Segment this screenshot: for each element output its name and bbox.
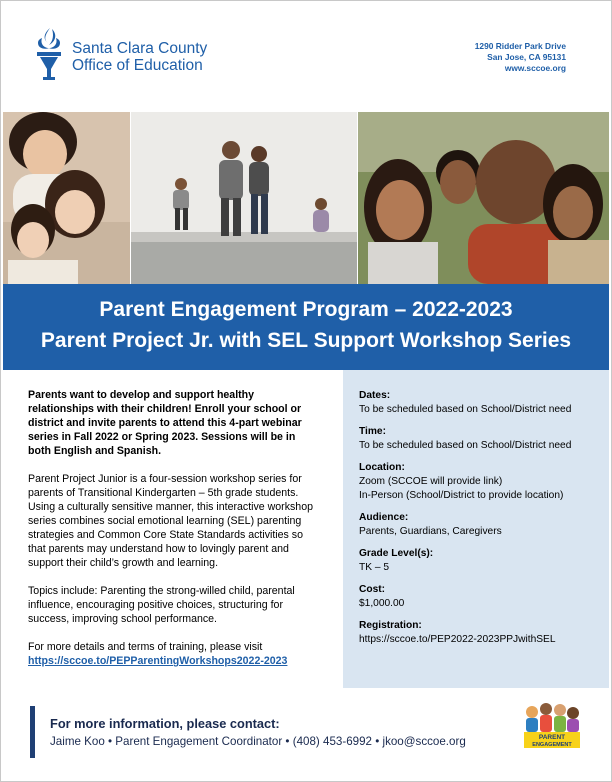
grade-value: TK – 5 (359, 562, 390, 573)
description-paragraph: Parent Project Junior is a four-session workshop series for parents of Transitional Kindergarten – 5th grade students. Using a culturally sensitive manner, this interactive workshop series combines social emotional learning (SEL) parenting strategies and Common Core State Standards activities so that parents may understand how to lovingly parent and support their child’s growth and learning. (28, 473, 313, 569)
location-value-zoom: Zoom (SCCOE will provide link) (359, 476, 503, 487)
org-name-line1: Santa Clara County (72, 40, 208, 57)
banner-title-line1: Parent Engagement Program – 2022-2023 (99, 298, 513, 321)
address-street: 1290 Ridder Park Drive (474, 41, 566, 51)
torch-logo-icon (34, 26, 64, 82)
address-city: San Jose, CA 95131 (487, 52, 566, 62)
address-block (475, 41, 566, 74)
grade-label: Grade Level(s): (359, 548, 434, 559)
dates-value: To be scheduled based on School/District need (359, 404, 572, 415)
organization-name (72, 40, 207, 74)
contact-footer (30, 706, 511, 758)
more-details-text: For more details and terms of training, please visit (28, 641, 263, 653)
cost-value: $1,000.00 (359, 598, 405, 609)
photo-strip (3, 112, 609, 284)
contact-title: For more information, please contact: (50, 716, 280, 731)
registration-value[interactable]: https://sccoe.to/PEP2022-2023PPJwithSEL (359, 634, 556, 645)
address-website: www.sccoe.org (504, 63, 566, 73)
details-panel (343, 370, 609, 688)
dates-label: Dates: (359, 390, 391, 401)
more-details-paragraph (28, 640, 320, 668)
banner-title-line2: Parent Project Jr. with SEL Support Workshop Series (40, 329, 572, 352)
org-name-line2: Office of Education (72, 57, 203, 74)
photo-mother-children (3, 112, 130, 284)
location-label: Location: (359, 462, 405, 473)
details-list (359, 389, 603, 647)
audience-value: Parents, Guardians, Caregivers (359, 526, 502, 537)
pe-logo-line1: PARENT (538, 734, 566, 741)
topics-paragraph: Topics include: Parenting the strong-willed child, parental influence, encouraging positive choices, structuring for success, improving school performance. (28, 585, 295, 625)
parent-engagement-logo-icon (520, 700, 584, 754)
time-value: To be scheduled based on School/District need (359, 440, 572, 451)
cost-label: Cost: (359, 584, 386, 595)
registration-label: Registration: (359, 620, 422, 631)
photo-family-walking (131, 112, 357, 284)
title-banner (3, 284, 609, 370)
contact-details: Jaime Koo • Parent Engagement Coordinator • (408) 453-6992 • jkoo@sccoe.org (50, 735, 466, 748)
pe-logo-line2: ENGAGEMENT (532, 742, 572, 748)
location-value-in-person: In-Person (School/District to provide location) (359, 490, 564, 501)
description-column (28, 388, 320, 668)
time-label: Time: (359, 426, 386, 437)
photo-family-smiling (358, 112, 609, 284)
workshops-link[interactable]: https://sccoe.to/PEPParentingWorkshops2022-2023 (28, 655, 288, 667)
intro-paragraph: Parents want to develop and support healthy relationships with their children! Enroll your school or district and invite parents to attend this 4-part webinar series in Fall 2022 or Spring 2023. Sessions will be in both English and Spanish. (28, 389, 302, 457)
audience-label: Audience: (359, 512, 409, 523)
